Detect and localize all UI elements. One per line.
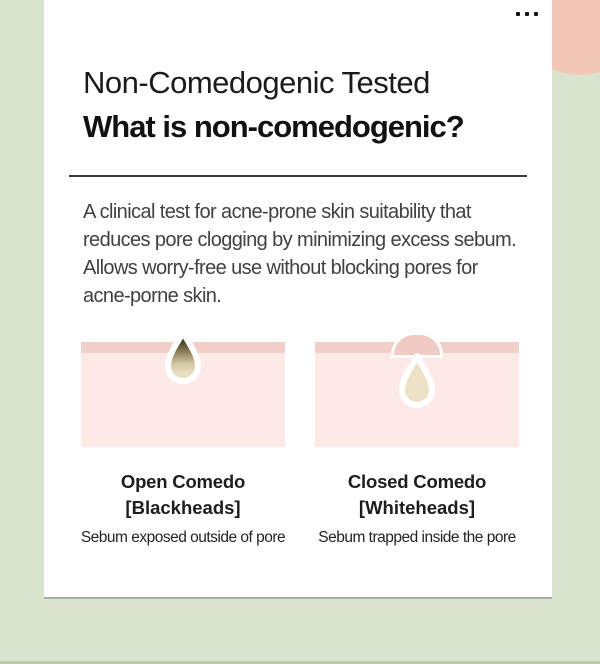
page-title: Non-Comedogenic Tested [83,65,430,100]
description-text [83,198,552,310]
page-subtitle: What is non-comedogenic? [83,109,464,144]
description-line: acne-porne skin. [83,285,222,307]
figure-caption: Sebum exposed outside of pore [80,529,286,546]
dot [525,12,529,16]
description-line: Allows worry-free use without blocking pores for [83,257,478,279]
blackhead-sebum-drop-icon [162,327,204,385]
closed-comedo-illustration [315,330,519,447]
figure-bracket-label: [Blackheads] [125,497,241,518]
header [44,0,552,146]
figure-bracket-label: [Whiteheads] [358,497,476,518]
open-comedo-illustration [81,330,285,447]
figure-name: Open Comedo [120,471,246,492]
description-line: reduces pore clogging by minimizing excess sebum. [83,229,517,251]
comedo-figures [81,330,552,548]
dot [516,12,520,16]
figure-caption: Sebum trapped inside the pore [318,529,516,546]
dot [534,12,538,16]
whitehead-sebum-drop-icon [396,351,438,409]
figure-name: Closed Comedo [347,471,487,492]
description-line: A clinical test for acne-prone skin suitability that [83,201,471,223]
figure-open-comedo [81,330,285,548]
figure-closed-comedo [315,330,519,548]
more-options-icon[interactable] [512,8,542,20]
info-card [44,0,552,597]
divider-line [69,175,527,177]
